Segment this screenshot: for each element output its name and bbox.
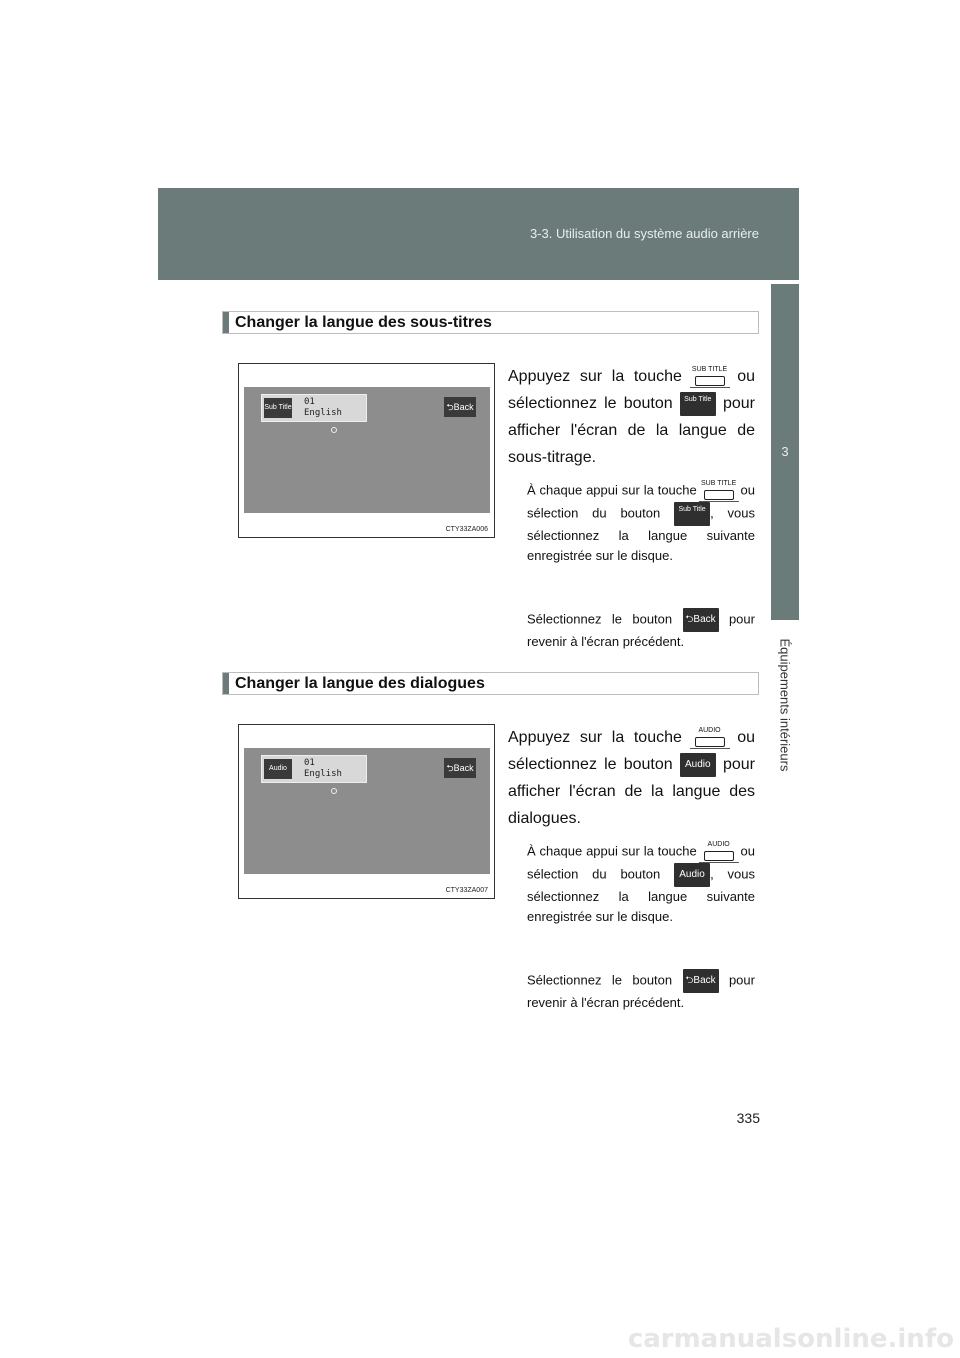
chapter-tab	[771, 284, 799, 620]
screen-display	[244, 387, 490, 513]
text: ou sélection du bouton	[527, 482, 755, 521]
text: pour revenir à l'écran précédent.	[527, 611, 755, 649]
language-box	[261, 755, 367, 783]
subtitle-button-icon: Sub Title	[674, 502, 710, 526]
text: pour revenir à l'écran précédent.	[527, 972, 755, 1010]
text: , vous sélectionnez la langue suivante enregistrée sur le disque.	[527, 505, 755, 563]
back-button-icon: ⮌Back	[683, 608, 719, 632]
note-paragraph	[527, 480, 755, 566]
text: ou sélectionnez le bouton	[508, 729, 755, 773]
note-paragraph	[527, 608, 755, 652]
text: ou sélection du bouton	[527, 843, 755, 882]
text: À chaque appui sur la touche	[527, 843, 697, 859]
audio-button: Audio	[264, 759, 292, 779]
header-bar	[158, 188, 799, 280]
section-title: Changer la langue des sous-titres	[235, 314, 492, 331]
back-button-icon: ⮌Back	[683, 969, 719, 993]
text: ou sélectionnez le bouton	[508, 368, 755, 412]
figure-code: CTY33ZA007	[445, 887, 488, 894]
note-paragraph	[527, 969, 755, 1013]
text: Sélectionnez le bouton	[527, 972, 673, 988]
text: , vous sélectionnez la langue suivante enregistrée sur le disque.	[527, 866, 755, 924]
section-header-dialogues	[222, 672, 759, 695]
language-number: 01	[304, 397, 315, 407]
audio-button-icon: Audio	[680, 753, 716, 777]
instruction-paragraph	[508, 363, 755, 471]
language-text	[304, 758, 342, 780]
subtitle-button-icon: Sub Title	[680, 392, 716, 416]
text: pour afficher l'écran de la langue des dialogues.	[508, 756, 755, 827]
subtitle-button: Sub Title	[264, 398, 292, 418]
section-title: Changer la langue des dialogues	[235, 675, 485, 692]
watermark	[0, 1318, 960, 1358]
header-section-title: 3-3. Utilisation du système audio arrière	[529, 226, 759, 241]
indicator-dot	[331, 788, 337, 794]
subtitle-key-icon	[692, 366, 728, 388]
chapter-number: 3	[781, 444, 789, 459]
screen-display	[244, 748, 490, 874]
chapter-title-container	[760, 630, 810, 780]
key-caption: AUDIO	[698, 726, 721, 734]
key-caption: SUB TITLE	[691, 365, 728, 373]
note-paragraph	[527, 841, 755, 927]
back-button: ⮌Back	[444, 397, 476, 417]
subtitle-key-icon	[701, 480, 737, 502]
text: pour afficher l'écran de la langue de sous-titrage.	[508, 395, 755, 466]
text: Appuyez sur la touche	[508, 368, 682, 385]
language-box	[261, 394, 367, 422]
figure-audio-screen	[238, 724, 495, 899]
instruction-paragraph	[508, 724, 755, 832]
figure-code: CTY33ZA006	[445, 526, 488, 533]
page-number: 335	[736, 1110, 760, 1126]
text: Sélectionnez le bouton	[527, 611, 673, 627]
language-name: English	[304, 769, 342, 779]
text: À chaque appui sur la touche	[527, 482, 697, 498]
key-caption: SUB TITLE	[701, 480, 737, 487]
audio-key-icon	[701, 841, 737, 863]
text: Appuyez sur la touche	[508, 729, 682, 746]
chapter-title: Équipements intérieurs	[777, 638, 793, 772]
figure-subtitle-screen	[238, 363, 495, 538]
audio-button-icon: Audio	[674, 863, 710, 887]
language-name: English	[304, 408, 342, 418]
language-number: 01	[304, 758, 315, 768]
back-button: ⮌Back	[444, 758, 476, 778]
indicator-dot	[331, 427, 337, 433]
section-header-subtitles	[222, 311, 759, 334]
watermark-text: carmanualsonline.info	[627, 1324, 954, 1354]
language-text	[304, 397, 342, 419]
audio-key-icon	[692, 727, 728, 749]
key-caption: AUDIO	[707, 841, 730, 848]
